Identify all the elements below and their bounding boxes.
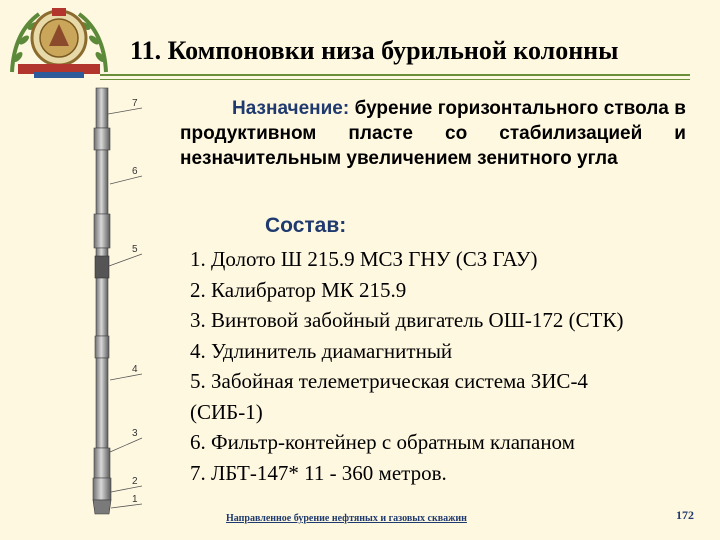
composition-list xyxy=(190,244,720,488)
purpose-label: Назначение: xyxy=(232,98,350,119)
diagram-label-6: 6 xyxy=(132,166,138,177)
footer-link[interactable]: Направленное бурение нефтяных и газовых скважин xyxy=(226,513,467,524)
purpose-text: бурение горизонтального ствола в продуктивном пласте со стабилизацией и незначительным увеличением зенитного угла xyxy=(180,98,686,169)
page-number: 172 xyxy=(676,508,694,522)
list-item: 4. Удлинитель диамагнитный xyxy=(190,338,453,363)
list-item: (СИБ-1) xyxy=(190,399,263,424)
list-item: 1. Долото Ш 215.9 МСЗ ГНУ (СЗ ГАУ) xyxy=(190,247,538,271)
diagram-label-2: 2 xyxy=(132,476,138,487)
title-rule xyxy=(100,74,690,76)
list-item: 3. Винтовой забойный двигатель ОШ-172 (СТК) xyxy=(190,308,624,332)
diagram-label-5: 5 xyxy=(132,244,138,255)
diagram-label-7: 7 xyxy=(132,98,138,109)
diagram-label-4: 4 xyxy=(132,364,138,375)
list-item: 5. Забойная телеметрическая система ЗИС-4 xyxy=(190,369,588,393)
list-item: 2. Калибратор МК 215.9 xyxy=(190,277,407,302)
title-rule-thin xyxy=(100,79,690,80)
diagram-label-3: 3 xyxy=(132,428,138,439)
purpose-paragraph xyxy=(180,96,686,171)
list-item: 7. ЛБТ-147* 11 - 360 метров. xyxy=(190,460,447,485)
slide-title: 11. Компоновки низа бурильной колонны xyxy=(130,36,619,65)
diagram-label-1: 1 xyxy=(132,494,138,505)
list-item: 6. Фильтр-контейнер с обратным клапаном xyxy=(190,430,575,454)
university-emblem-icon xyxy=(4,2,114,82)
composition-title: Состав: xyxy=(265,214,347,237)
bha-diagram xyxy=(82,84,162,524)
